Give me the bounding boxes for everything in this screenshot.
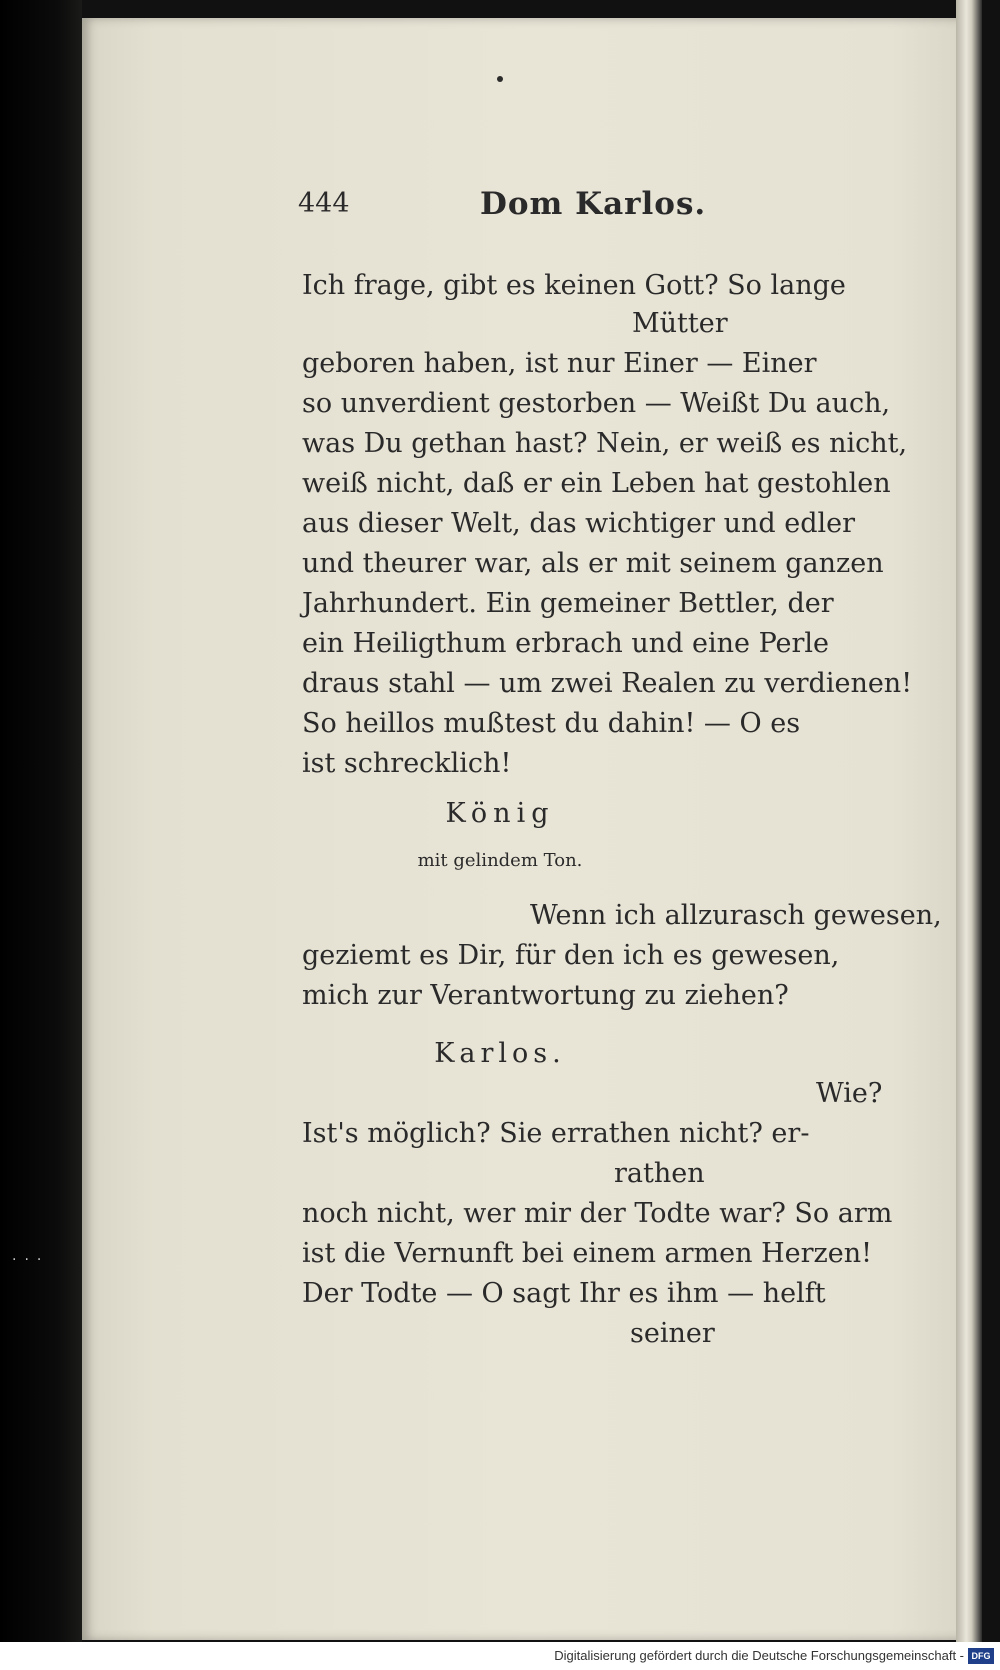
text-line: geziemt es Dir, für den ich es gewesen, xyxy=(302,940,840,971)
dfg-logo: DFG xyxy=(968,1648,994,1664)
text-line: Ich frage, gibt es keinen Gott? So lange xyxy=(302,270,846,301)
text-line: ein Heiligthum erbrach und eine Perle xyxy=(302,628,830,659)
ink-dot xyxy=(497,76,503,82)
text-line: rathen xyxy=(614,1158,705,1189)
text-line: und theurer war, als er mit seinem ganzen xyxy=(302,548,884,579)
book-page xyxy=(82,18,982,1640)
text-line: So heillos mußtest du dahin! — O es xyxy=(302,708,801,739)
text-line: Ist's möglich? Sie errathen nicht? er- xyxy=(302,1118,810,1149)
speaker-name: Karlos. xyxy=(434,1038,566,1069)
text-line: so unverdient gestorben — Weißt Du auch, xyxy=(302,388,891,419)
text-line: Wie? xyxy=(816,1078,883,1109)
text-line: Mütter xyxy=(632,308,728,339)
text-line: geboren haben, ist nur Einer — Einer xyxy=(302,348,817,379)
text-line: mich zur Verantwortung zu ziehen? xyxy=(302,980,789,1011)
text-line: was Du gethan hast? Nein, er weiß es nicht, xyxy=(302,428,908,459)
stage-direction: mit gelindem Ton. xyxy=(417,850,583,871)
margin-marks: ... xyxy=(12,1248,50,1264)
page-number: 444 xyxy=(298,188,350,219)
text-line: Jahrhundert. Ein gemeiner Bettler, der xyxy=(302,588,834,619)
footer-credit xyxy=(0,1642,1000,1670)
text-line: Wenn ich allzurasch gewesen, xyxy=(530,900,942,931)
text-line: ist die Vernunft bei einem armen Herzen! xyxy=(302,1238,872,1269)
text-line: weiß nicht, daß er ein Leben hat gestohlen xyxy=(302,468,891,499)
running-head: Dom Karlos. xyxy=(480,186,707,222)
text-line: aus dieser Welt, das wichtiger und edler xyxy=(302,508,856,539)
text-line: ist schrecklich! xyxy=(302,748,512,779)
text-line: Der Todte — O sagt Ihr es ihm — helft xyxy=(302,1278,826,1309)
page-edge xyxy=(956,0,982,1670)
text-line: draus stahl — um zwei Realen zu verdienen! xyxy=(302,668,913,699)
text-line: noch nicht, wer mir der Todte war? So arm xyxy=(302,1198,893,1229)
footer-text: Digitalisierung gefördert durch die Deutsche Forschungsgemeinschaft - xyxy=(554,1648,964,1663)
text-line: seiner xyxy=(630,1318,715,1349)
speaker-name: König xyxy=(445,798,555,829)
page-header xyxy=(298,188,718,228)
scan-left-shadow xyxy=(0,0,82,1670)
